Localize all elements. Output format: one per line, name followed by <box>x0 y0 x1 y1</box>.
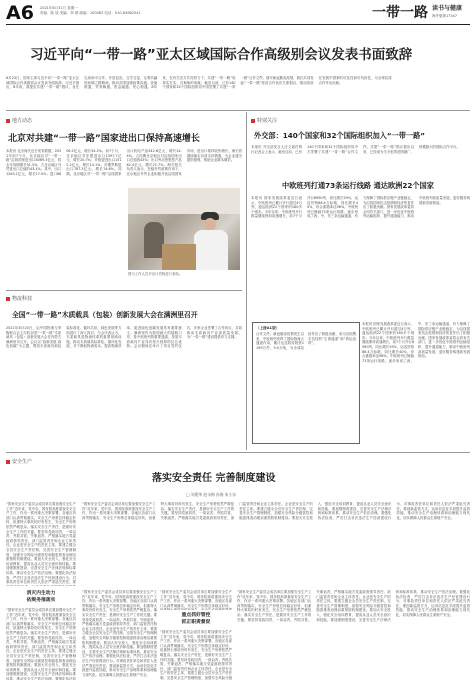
safety-subhead-1b: 依规务推落实 <box>26 598 56 603</box>
safety-body-lower-right: “国家安全生产委员会成员单位要加强安全生产工作”近年来，党中央、国务院高度重视安全生产工作，作出一系列重大决策部署。各地区各部门认真贯彻落实，安全生产形势总体稳定好转，但重特大事故仍时有发生，安全生产形势依然严峻复杂。落实安全生产责任，是做好安全生产工作的关键。要坚持党政同责、一岗双责、齐抓共管、失职追责，严格落实地方党委政府领导责任、部门监管责任和企业主体责任。企业是安全生产的责任主体，要建立健全全员安全生产责任制，完善安全生产管理制度，加强安全风险分级管控和隐患排查治理双重预防机制建设。要加大安全投入，强化安全培训教育，提高从业人员安全意识和技能。要加强制度建设，完善安全生产法律法规和标准体系，推动安全生产依法治理。要强化执法检查，严厉打击非法违法生产经营建设行为，对事故责任单位和责任人依法严肃追究责任。要创新监管方式，运用信息化手段提升监管效能，推动安全生产治理体系和治理能力现代化，切实保障人民群众生命财产安全。 <box>237 590 470 622</box>
safety-subhead-1a: 消灭内生动力 <box>26 591 56 596</box>
paper-name: 读书与健康 <box>432 5 463 12</box>
intl-body: 本报讯 外交部发言人汪文斌在例行记者会上表示，截至目前，已有140个国家和32个国际组织同中方签署了共建“一带一路”合作文件。共建“一带一路”倡议提出以来，已经成为当今世界范围最广、规模最大的国际合作平台。 <box>251 145 460 154</box>
intl-sub-headline: 中欧班列打通73条运行线路 通达欧洲22个国家 <box>282 181 434 190</box>
customs-photo <box>128 188 240 270</box>
safety-section-label <box>6 458 32 465</box>
masthead-editors: 责编：陈 欣 美编：李 婧 邮编：100083 电话：010-64962541 <box>40 11 141 15</box>
section-title: 一带一路 <box>372 5 428 21</box>
photo-caption: 图为工作人员对出口货物进行查验。 <box>128 272 183 276</box>
safety-label-text: 安全生产 <box>12 459 33 465</box>
safety-headline: 落实安全责任 完善制度建设 <box>152 473 276 484</box>
local-body: 本报讯 北京海关近日发布数据，2021年前7个月，北京地区对“一带一路”沿线国家进出口8069.3亿元，较去年同期增长31.3%，占北京地区外贸进出口总值的43.1%。其中，出口1263.1亿元，增长17.5%；进口6806.2亿元，增长34.2%。前7个月，北京地区对东盟进出口1397.7亿元，增长20.7%；对欧盟进出口1512.2亿元，增长14.1%；对俄罗斯进出口787.3亿元，增长74.6%。同期，北京地区对“一带一路”沿线国家出口机电产品542.6亿元，增长24.4%，占同期北京地区对沿线国家出口总值的43%；出口劳动密集型产品62.4亿元，增长21.7%。海关相关负责人表示，在稳外贸政策作用下，北京地区外贸企业积极开拓沿线国家市场，进出口保持较快增长。海关将继续落实各项支持措施，为企业通关提供便利，帮助企业降本增效。 <box>6 149 242 176</box>
masthead-date: 2021年8月31日 星期一 <box>40 6 78 10</box>
local-headline: 北京对共建“一带一路”国家进出口保持高速增长 <box>8 134 200 144</box>
safety-body-col1b: “国家安全生产委员会成员单位要加强安全生产工作”近年来，党中央、国务院高度重视安全生产工作，作出一系列重大决策部署。各地区各部门认真贯彻落实，安全生产形势总体稳定好转，但重特大事故仍时有发生，安全生产形势依然严峻复杂。落实安全生产责任，是做好安全生产工作的关键。要坚持党政同责、一岗双责、齐抓共管、失职追责，严格落实地方党委政府领导责任、部门监管责任和企业主体责任。企业是安全生产的责任主体，要建立健全全员安全生产责任制，完善安全生产管理制度，加强安全风险分级管控和隐患排查治理双重预防机制建设。要加大安全投入，强化安全培训教育，提高从业人员安全意识和技能。要加强制度建设，完善安全生产法律法规和标准体系，推动安全生产依法治理。要强化执法检 <box>6 608 76 680</box>
intl-box-body: 合作文件。新冠肺炎疫情发生以来，中欧班列发挥了国际物流大通道作用，累计运送防疫物资1199万件、9.4万吨，为全球抗疫作出了积极贡献，成为各国携手抗疫的“生命通道”和“命运纽带”。 <box>256 332 356 350</box>
intl-box <box>252 322 360 444</box>
lead-rule <box>6 110 470 111</box>
page-number: A6 <box>6 2 34 24</box>
intl-section-label <box>251 117 277 124</box>
safety-byline: □ 刘建华 赵永梅 孙海 朱小东 <box>186 492 237 497</box>
safety-body-main: “国家安全生产委员会成员单位要加强安全生产工作”近年来，党中央、国务院高度重视安全生产工作，作出一系列重大决策部署。各地区各部门认真贯彻落实，安全生产形势总体稳定好转，但重特大事故仍时有发生，安全生产形势依然严峻复杂。落实安全生产责任，是做好安全生产工作的关键。要坚持党政同责、一岗双责、齐抓共管、失职追责，严格落实地方党委政府领导责任、部门监管责任和企业主体责任。企业是安全生产的责任主体，要建立健全全员安全生产责任制，完善安全生产管理制度，加强安全风险分级管控和隐患排查治理双重预防机制建设。要加大安全投入，强化安全培训教育，提高从业人员安全意识和技能。要加强制度建设，完善安全生产法律法规和标准体系，推动安全生产依法治理。要强化执法检查，严厉打击非法违法生产经营建设行为，对事故责任单位和责任人依法严肃追究责任。要创新监管方式，运用信息化手段提升监管效能，推动安全生产治理体系和治理能力现代化，切实保障人民群众生命财产安全。 <box>82 502 470 520</box>
trade-label-text: 物流科技 <box>12 296 33 302</box>
photo-officer-body <box>194 230 228 270</box>
lead-body: 6月23日，国家主席习近平向“一带一路”亚太区域国际合作高级别会议发表书面致辞。习近平指出，8年前，我提出共建“一带一路”倡议，旨在弘扬和平合作、开放包容、互学互鉴、互利共赢的丝绸之路精神，推动各国加强政策沟通、设施联通、贸易畅通、资金融通、民心相通。8年来，在有关各方共同努力下，共建“一带一路”取得实打实、沉甸甸的成就。截至目前，已有140个国家和32个国际组织同中国签署了共建“一带一路”合作文件。面对新冠肺炎疫情，我们共同发起“一带一路”疫苗合作伙伴关系倡议，推动疫苗在发展中国家的可及性和可负担性，为全球抗疫合作作出贡献。 <box>6 76 392 90</box>
safety-subhead-2b: 抓正职责督促 <box>181 620 211 625</box>
intl-sub-body: 本报讯 国家发展改革委近日表示，中欧班列已累计开行超过4万列，通达欧洲22个国家的160多个城市。今年以来，中欧班列开行数量继续保持高速增长，前7个月开行8990列，同比增长29%，运送货物86.4万标箱，同比增长40%，综合重箱率达98%。中欧班列已铺画73条运行线路，逐步形成了西、中、东三条运输通道，有力保障了国际供应链产业链稳定，为沿线国家抗击疫情和经济恢复作出了积极贡献。国家发展改革委将会同有关部门，进一步优化中欧班列运输组织，提升通道能力，推动中欧班列高质量发展，更好服务构建新发展格局。 <box>251 196 470 219</box>
intl-continued-body: 本报讯 国家发展改革委近日表示，中欧班列已累计开行超过4万列，通达欧洲22个国家的160多个城市。今年以来，中欧班列开行数量继续保持高速增长，前7个月开行8990列，同比增长29%，运送货物86.4万标箱，同比增长40%，综合重箱率达98%。中欧班列已铺画73条运行线路，逐步形成了西、中、东三条运输通道，有力保障了国际供应链产业链稳定，为沿线国家抗击疫情和经济恢复作出了积极贡献。国家发展改革委将会同有关部门，进一步优化中欧班列运输组织，提升通道能力，推动中欧班列高质量发展，更好服务构建新发展格局。 <box>362 322 470 363</box>
intl-headline: 外交部：140个国家和32个国际组织加入“一带一路” <box>254 131 426 140</box>
mid-rule <box>6 452 470 453</box>
local-rule <box>6 290 242 291</box>
safety-body-lower-mid2: “国家安全生产委员会成员单位要加强安全生产工作”近年来，党中央、国务院高度重视安全生产工作，作出一系列重大决策部署。各地区各部门认真贯彻落实，安全生产形势总体稳定好转，但重特大事故仍时有发生，安全生产形势依然严峻复杂。落实安全生产责任，是做好安全生产工作的关键。要坚持党政同责、一岗双责、齐抓共管、失职追责，严格落实地方党委政府领导责任、部门监管责任和企业主体责任。企业是安全生产的责任主体，要建立健全全员安全生产责任制，完善安全生产管理制度，加强安全风险分级 <box>160 630 232 680</box>
safety-subhead-2 <box>160 612 232 626</box>
masthead-meta <box>40 6 141 16</box>
safety-subhead-2a: 重点抓好管控 <box>181 613 211 618</box>
local-section-label <box>6 117 32 124</box>
local-label-text: 地方动态 <box>12 118 33 124</box>
photo-shelf <box>128 188 240 214</box>
photo-boxes <box>162 244 196 270</box>
safety-body-col1: “国家安全生产委员会成员单位要加强安全生产工作”近年来，党中央、国务院高度重视安全生产工作，作出一系列重大决策部署。各地区各部门认真贯彻落实，安全生产形势总体稳定好转，但重特大事故仍时有发生，安全生产形势依然严峻复杂。落实安全生产责任，是做好安全生产工作的关键。要坚持党政同责、一岗双责、齐抓共管、失职追责，严格落实地方党委政府领导责任、部门监管责任和企业主体责任。企业是安全生产的责任主体，要建立健全全员安全生产责任制，完善安全生产管理制度，加强安全风险分级管控和隐患排查治理双重预防机制建设。要加大安全投入，强化安全培训教育，提高从业人员安全意识和技能。要加强制度建设，完善安全生产法律法规和标准体系，推动安全生产依法治理。要强化执法检查，严厉打击非法违法生产经营建设行为，对事故责任单位和责任人依法严肃追究责任。要 <box>6 502 76 585</box>
trade-body: 2021年8月20日，由中国物流与采购联合会主办的全国“一带一路”木质载具（包装）创新发展大会在内蒙古满洲里市召开。会议以“创新发展 绿色低碳”为主题，围绕木质载具和包装标准化、循环共用、绿色发展等方面进行了深入探讨。与会代表认为，木质载具是物流体系的重要基础设施，推动木质载具标准化、循环化发展，对于降低物流成本、提高物流效率、促进绿色低碳发展具有重要意义。满洲里作为我国最大的陆路口岸，是中欧班列的重要通道，发展木质载具产业具有得天独厚的区位优势。会议期间还举行了项目签约仪式，多家企业签署了合作协议，共同推动木质载具产业高质量发展，为“一带一路”建设提供有力支撑。 <box>6 326 242 349</box>
trade-headline: 全国“一带一路”木质载具（包装）创新发展大会在满洲里召开 <box>12 311 198 319</box>
column-divider <box>246 112 247 450</box>
photo-worker <box>144 222 164 258</box>
lead-headline: 习近平向“一带一路”亚太区域国际合作高级别会议发表书面致辞 <box>30 47 413 63</box>
safety-body-lower-left: “国家安全生产委员会成员单位要加强安全生产工作”近年来，党中央、国务院高度重视安全生产工作，作出一系列重大决策部署。各地区各部门认真贯彻落实，安全生产形势总体稳定好转，但重特大事故仍时有发生，安全生产形势依然严峻复杂。落实安全生产责任，是做好安全生产工作的关键。要坚持党政同责、一岗双责、齐抓共管、失职追责，严格落实地方党委政府领导责任、部门监管责任和企业主体责任。企业是安全生产的责任主体，要建立健全全员安全生产责任制，完善安全生产管理制度，加强安全风险分级管控和隐患排查治理双重预防机制建设。要加大安全投入，强化安全培训教育，提高从业人员安全意识和技能。要加强制度建设，完善安全生产法律法规和标准体系，推动安全生产依法治理。要强化执法检查，严厉打击非法违法生产经营建设行为，对事故责任单位和责任人依法严肃追究责任。要创新监管方式，运用信息化手段提升监管效能，推动安全生产治理体系和治理能力现代化，切实保障人民群众生命财产安全。 <box>82 590 157 677</box>
intl-label-text: 特别关注 <box>257 118 278 124</box>
safety-subhead-1 <box>6 590 76 604</box>
trade-section-label <box>6 295 32 302</box>
masthead-rule <box>6 24 470 25</box>
safety-body-lower-mid: “国家安全生产委员会成员单位要加强安全生产工作”近年来，党中央、国务院高度重视安全生产工作，作出一系列重大决策部署。各地区各部门认真贯彻落实，安全生产形势总体稳定好转， <box>160 590 232 608</box>
intl-box-title: （上接A1版） <box>256 326 280 330</box>
edition-note: 海外版第17547 <box>432 14 458 18</box>
